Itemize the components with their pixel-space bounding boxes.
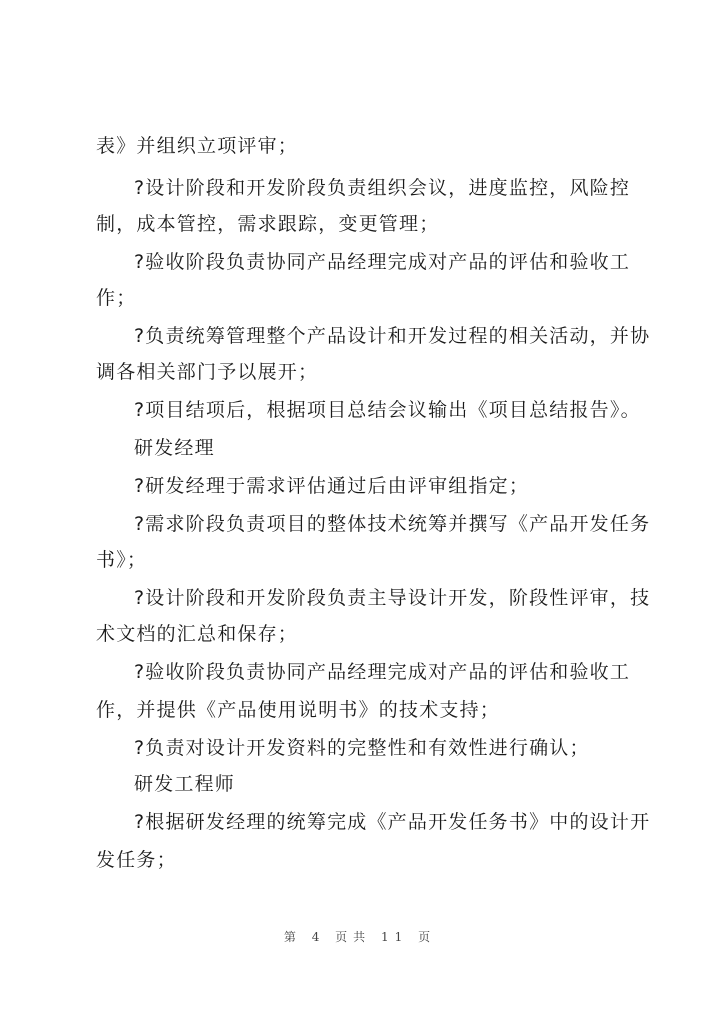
text-line: ?负责对设计开发资料的完整性和有效性进行确认； xyxy=(134,737,590,759)
text-line: 表》并组织立项评审； xyxy=(96,135,299,157)
text-line: ?需求阶段负责项目的整体技术统筹并撰写《产品开发任务 xyxy=(134,513,651,535)
text-line: 调各相关部门予以展开； xyxy=(96,361,319,383)
text-line: 制，成本管控，需求跟踪，变更管理； xyxy=(96,213,440,235)
text-line: ?项目结项后，根据项目总结会议输出《项目总结报告》。 xyxy=(134,399,641,421)
text-line: ?设计阶段和开发阶段负责组织会议，进度监控，风险控 xyxy=(134,177,631,199)
text-line: ?研发经理于需求评估通过后由评审组指定； xyxy=(134,475,530,497)
text-line: ?验收阶段负责协同产品经理完成对产品的评估和验收工 xyxy=(134,661,631,683)
text-line: 作； xyxy=(96,287,137,309)
section-heading: 研发经理 xyxy=(134,437,215,459)
text-line: 术文档的汇总和保存； xyxy=(96,623,299,645)
text-line: ?负责统筹管理整个产品设计和开发过程的相关活动，并协 xyxy=(134,325,651,347)
text-line: 书》； xyxy=(96,549,148,571)
text-line: 发任务； xyxy=(96,849,177,871)
section-heading: 研发工程师 xyxy=(134,773,236,795)
text-line: 作，并提供《产品使用说明书》的技术支持； xyxy=(96,699,501,721)
text-line: ?验收阶段负责协同产品经理完成对产品的评估和验收工 xyxy=(134,251,631,273)
text-line: ?设计阶段和开发阶段负责主导设计开发，阶段性评审，技 xyxy=(134,587,651,609)
page-number-footer: 第 4 页共 11 页 xyxy=(283,930,437,944)
text-line: ?根据研发经理的统筹完成《产品开发任务书》中的设计开 xyxy=(134,811,651,833)
